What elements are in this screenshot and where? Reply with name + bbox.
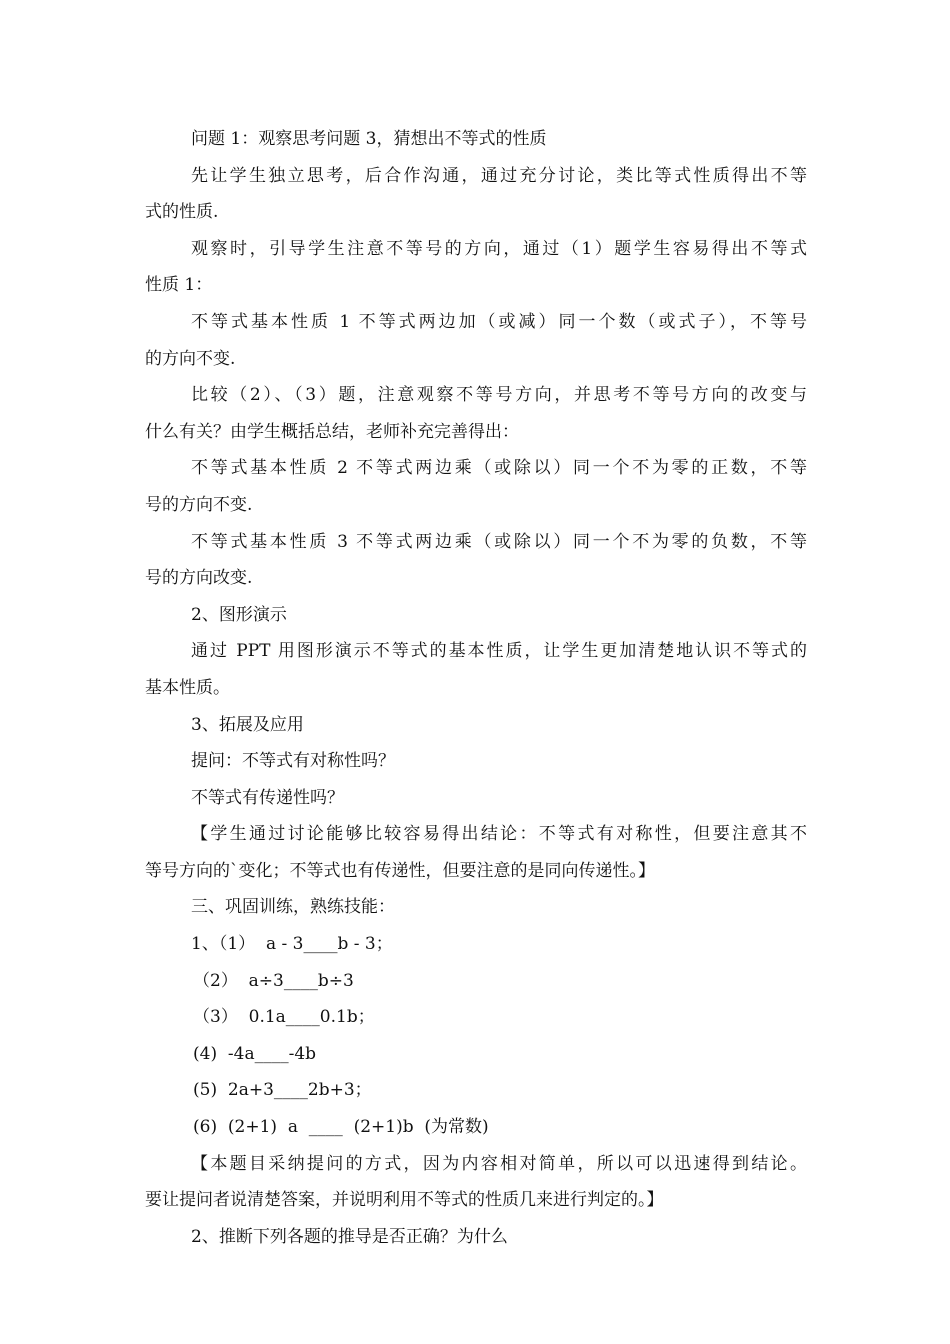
section-heading: 3、拓展及应用: [191, 714, 304, 735]
paragraph-line: 式的性质.: [145, 202, 219, 223]
note-line: 要让提问者说清楚答案，并说明利用不等式的性质几来进行判定的。】: [145, 1190, 664, 1211]
question-1-heading: 问题 1：观察思考问题 3，猜想出不等式的性质: [191, 129, 547, 149]
exercise-item: (5) 2a+3____2b+3；: [193, 1080, 372, 1101]
paragraph-line: 观察时，引导学生注意不等号的方向，通过（1）题学生容易得出不等式: [191, 238, 807, 259]
section-heading: 2、图形演示: [191, 604, 287, 625]
exercise-item: （2） a÷3____b÷3: [193, 970, 354, 991]
property-1-line: 的方向不变.: [145, 348, 236, 369]
paragraph-line: 什么有关？由学生概括总结，老师补充完善得出：: [145, 421, 519, 442]
property-3-line: 号的方向改变.: [145, 568, 253, 589]
note-line: 【本题目采纳提问的方式，因为内容相对简单，所以可以迅速得到结论。: [191, 1153, 807, 1174]
property-2-line: 不等式基本性质 2 不等式两边乘（或除以）同一个不为零的正数，不等: [191, 458, 807, 479]
property-3-line: 不等式基本性质 3 不等式两边乘（或除以）同一个不为零的负数，不等: [191, 531, 807, 552]
section-heading: 2、推断下列各题的推导是否正确？为什么: [191, 1226, 508, 1247]
question-line: 不等式有传递性吗？: [191, 787, 344, 808]
question-line: 提问：不等式有对称性吗？: [191, 751, 395, 772]
paragraph-line: 先让学生独立思考，后合作沟通，通过充分讨论，类比等式性质得出不等: [191, 165, 807, 186]
exercise-item: (6) (2+1) a ____ (2+1)b (为常数): [193, 1117, 489, 1138]
paragraph-line: 比较（2）、（3）题，注意观察不等号方向，并思考不等号方向的改变与: [191, 385, 807, 406]
exercise-item: 1、（1） a - 3____b - 3；: [191, 934, 393, 955]
property-1-line: 不等式基本性质 1 不等式两边加（或减）同一个数（或式子），不等号: [191, 311, 807, 332]
paragraph-line: 性质 1：: [145, 275, 213, 296]
document-body: [145, 121, 807, 1255]
exercise-item: （3） 0.1a____0.1b；: [193, 1007, 375, 1028]
paragraph-line: 通过 PPT 用图形演示不等式的基本性质，让学生更加清楚地认识不等式的: [191, 641, 807, 662]
paragraph-line: 基本性质。: [145, 677, 230, 698]
property-2-line: 号的方向不变.: [145, 494, 253, 515]
exercise-item: (4) -4a____-4b: [193, 1043, 317, 1064]
note-line: 等号方向的`变化；不等式也有传递性，但要注意的是同向传递性。】: [145, 860, 655, 881]
section-heading: 三、巩固训练，熟练技能：: [191, 897, 395, 918]
note-line: 【学生通过讨论能够比较容易得出结论：不等式有对称性，但要注意其不: [191, 824, 807, 845]
